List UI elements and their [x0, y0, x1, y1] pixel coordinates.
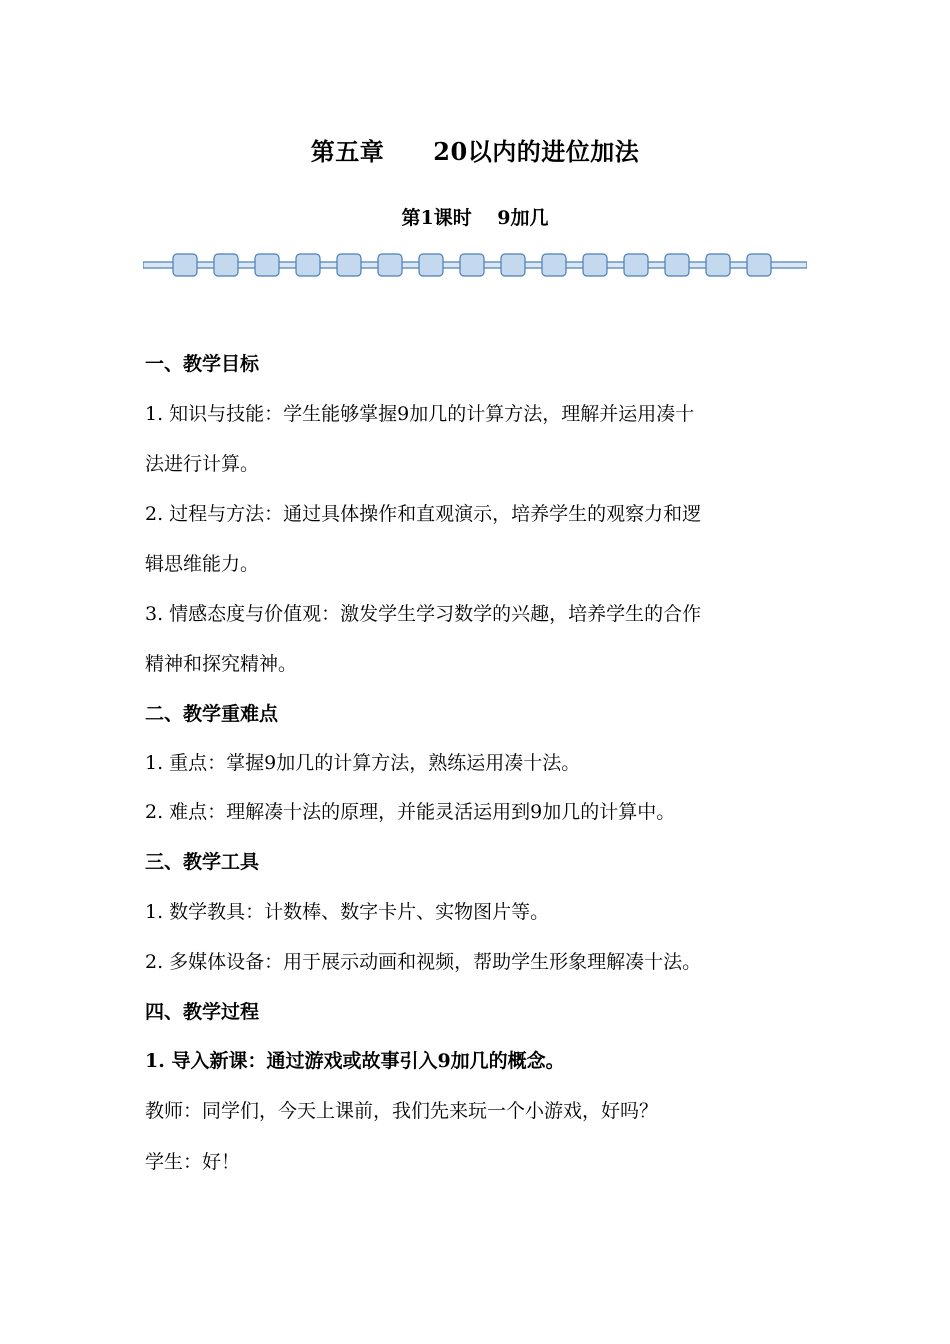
section-heading-goals: 一、教学目标 — [145, 353, 260, 375]
lesson-title: 第1课时 9加几 — [401, 207, 549, 229]
tool-item-1: 1. 数学教具：计数棒、数字卡片、实物图片等。 — [145, 901, 550, 923]
divider-bead — [296, 254, 320, 276]
divider-bead — [501, 254, 525, 276]
divider-bead — [214, 254, 238, 276]
divider-bead — [583, 254, 607, 276]
bead-divider — [143, 252, 807, 278]
divider-bead — [255, 254, 279, 276]
divider-bead — [747, 254, 771, 276]
key-point-item-1: 1. 重点：掌握9加几的计算方法，熟练运用凑十法。 — [145, 752, 581, 774]
goal-item-1-line-1: 1. 知识与技能：学生能够掌握9加几的计算方法，理解并运用凑十 — [145, 403, 695, 425]
divider-bead — [419, 254, 443, 276]
divider-bead — [706, 254, 730, 276]
divider-bead — [378, 254, 402, 276]
goal-item-2-line-1: 2. 过程与方法：通过具体操作和直观演示，培养学生的观察力和逻 — [145, 503, 702, 525]
divider-bead — [460, 254, 484, 276]
divider-bead — [665, 254, 689, 276]
goal-item-1-line-2: 法进行计算。 — [145, 453, 260, 475]
goal-item-3-line-1: 3. 情感态度与价值观：激发学生学习数学的兴趣，培养学生的合作 — [145, 603, 702, 625]
student-dialogue: 学生：好！ — [145, 1151, 241, 1173]
goal-item-3-line-2: 精神和探究精神。 — [145, 653, 298, 675]
divider-bead — [337, 254, 361, 276]
tool-item-2: 2. 多媒体设备：用于展示动画和视频，帮助学生形象理解凑十法。 — [145, 951, 702, 973]
section-heading-tools: 三、教学工具 — [145, 851, 260, 873]
divider-beads — [173, 254, 771, 276]
key-point-item-2: 2. 难点：理解凑十法的原理，并能灵活运用到9加几的计算中。 — [145, 801, 676, 823]
goal-item-2-line-2: 辑思维能力。 — [145, 553, 260, 575]
chapter-title: 第五章 20以内的进位加法 — [310, 137, 640, 166]
section-heading-key-points: 二、教学重难点 — [145, 703, 279, 725]
teacher-dialogue: 教师：同学们，今天上课前，我们先来玩一个小游戏，好吗？ — [145, 1100, 659, 1122]
divider-bead — [173, 254, 197, 276]
process-step-1: 1. 导入新课：通过游戏或故事引入9加几的概念。 — [145, 1050, 565, 1072]
section-heading-process: 四、教学过程 — [145, 1001, 260, 1023]
divider-bead — [624, 254, 648, 276]
divider-bead — [542, 254, 566, 276]
